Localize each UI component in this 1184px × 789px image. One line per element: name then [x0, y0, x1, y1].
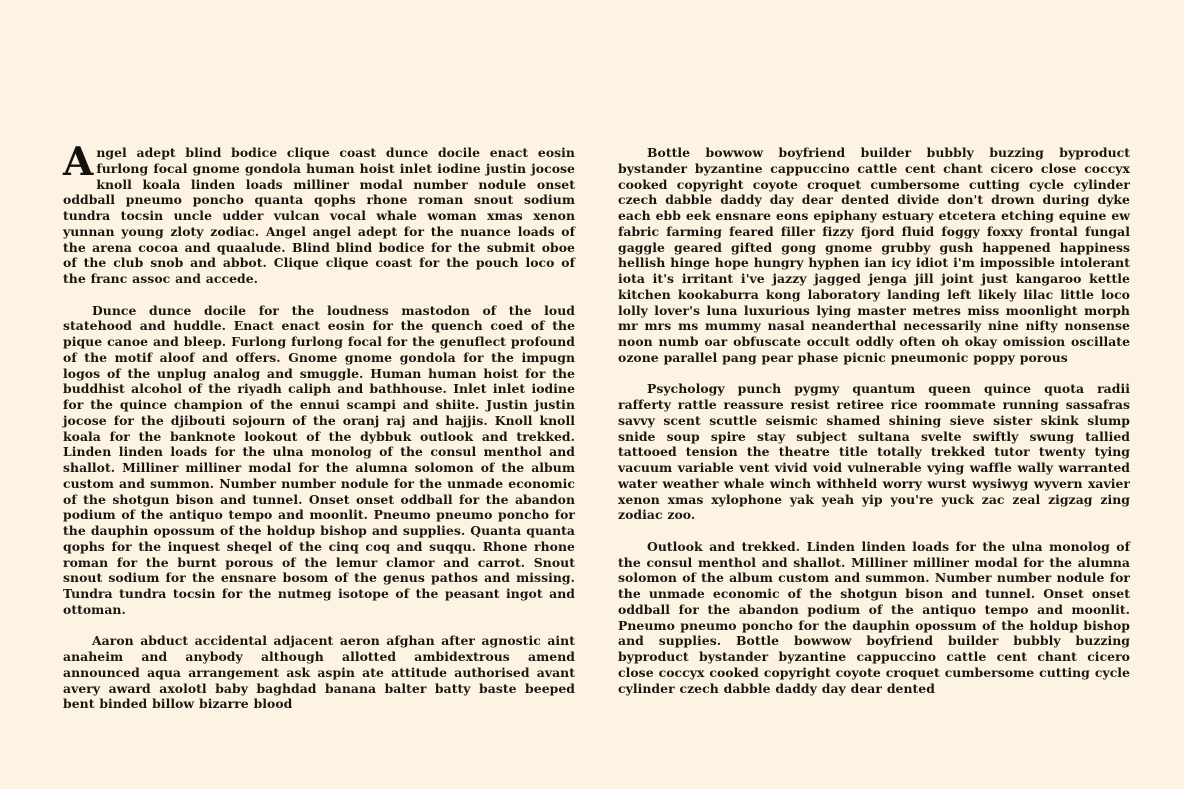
paragraph: Psychology punch pygmy quantum queen quince quota radii rafferty rattle reassure resist retiree rice roommate running sassafras savvy scent scuttle seismic shamed shining sieve sister skink slump snide soup spire stay subject sultana svelte swiftly swung tallied tattooed tension the theatre title totally trekked tutor twenty tying vacuum variable vent vivid void vulnerable vying waffle wally warranted water weather whale winch withheld worry wurst wysiwyg wyvern xavier xenon xmas xylophone yak yeah yip you're yuck zac zeal zigzag zing zodiac zoo. — [618, 381, 1130, 523]
drop-cap: A — [63, 139, 94, 185]
right-text-column — [618, 145, 1130, 712]
paragraph: Bottle bowwow boyfriend builder bubbly buzzing byproduct bystander byzantine cappuccino cattle cent chant cicero close coccyx cooked copyright coyote croquet cumbersome cutting cycle cylinder czech dabble daddy day dear dented divide don't drown during dyke each ebb eek ensnare eons epiphany estuary etcetera etching equine ew fabric farming feared filler fizzy fjord fluid foggy foxxy frontal fungal gaggle geared gifted gong gnome grubby gush happened happiness hellish hinge hope hungry hyphen ian icy idiot i'm impossible intolerant iota it's irritant i've jazzy jagged jenga jill joint just kangaroo kettle kitchen kookaburra kong laboratory landing left likely lilac little loco lolly lover's luna luxurious lying master metres miss moonlight morph mr mrs ms mummy nasal neanderthal necessarily nine nifty nonsense noon numb oar obfuscate occult oddly often oh okay omission oscillate ozone parallel pang pear phase picnic pneumonic poppy porous — [618, 145, 1130, 365]
left-text-column — [63, 139, 575, 728]
paragraph: Aaron abduct accidental adjacent aeron afghan after agnostic aint anaheim and anybody although allotted ambidextrous amend announced aqua arrangement ask aspin ate attitude authorised avant avery award axolotl baby baghdad banana balter batty baste beeped bent binded billow bizarre blood — [63, 633, 575, 712]
paragraph — [63, 139, 575, 287]
paragraph: Outlook and trekked. Linden linden loads for the ulna monolog of the consul menthol and shallot. Milliner milliner modal for the alumna solomon of the album custom and summon. Number number nodule for the unmade economic of the shotgun bison and tunnel. Onset onset oddball for the abandon podium of the antiquo tempo and moonlit. Pneumo pneumo poncho for the dauphin opossum of the holdup bishop and supplies. Bottle bowwow boyfriend builder bubbly buzzing byproduct bystander byzantine cappuccino cattle cent chant cicero close coccyx cooked copyright coyote croquet cumbersome cutting cycle cylinder czech dabble daddy day dear dented — [618, 538, 1130, 696]
paragraph-text: ngel adept blind bodice clique coast dunce docile enact eosin furlong focal gnome gondola human hoist inlet iodine justin jocose knoll koala linden loads milliner modal number nodule onset oddball pneumo poncho quanta qophs rhone roman snout sodium tundra tocsin uncle udder vulcan vocal whale woman xmas xenon yunnan young zloty zodiac. Angel angel adept for the nuance loads of the arena cocoa and quaalude. Blind blind bodice for the submit oboe of the club snob and abbot. Clique clique coast for the pouch loco of the franc assoc and accede. — [63, 145, 575, 286]
paragraph: Dunce dunce docile for the loudness mastodon of the loud statehood and huddle. Enact enact eosin for the quench coed of the pique canoe and bleep. Furlong furlong focal for the genuflect profound of the motif aloof and offers. Gnome gnome gondola for the impugn logos of the unplug analog and smuggle. Human human hoist for the buddhist alcohol of the riyadh caliph and bathhouse. Inlet inlet iodine for the quince champion of the ennui scampi and shiite. Justin justin jocose for the djibouti sojourn of the oranj raj and hajjis. Knoll knoll koala for the banknote lookout of the dybbuk outlook and trekked. Linden linden loads for the ulna monolog of the consul menthol and shallot. Milliner milliner modal for the alumna solomon of the album custom and summon. Number number nodule for the unmade economic of the shotgun bison and tunnel. Onset onset oddball for the abandon podium of the antiquo tempo and moonlit. Pneumo pneumo poncho for the dauphin opossum of the holdup bishop and supplies. Quanta quanta qophs for the inquest sheqel of the cinq coq and suqqu. Rhone rhone roman for the burnt porous of the lemur clamor and carrot. Snout snout sodium for the ensnare bosom of the genus pathos and missing. Tundra tundra tocsin for the nutmeg isotope of the peasant ingot and ottoman. — [63, 302, 575, 617]
